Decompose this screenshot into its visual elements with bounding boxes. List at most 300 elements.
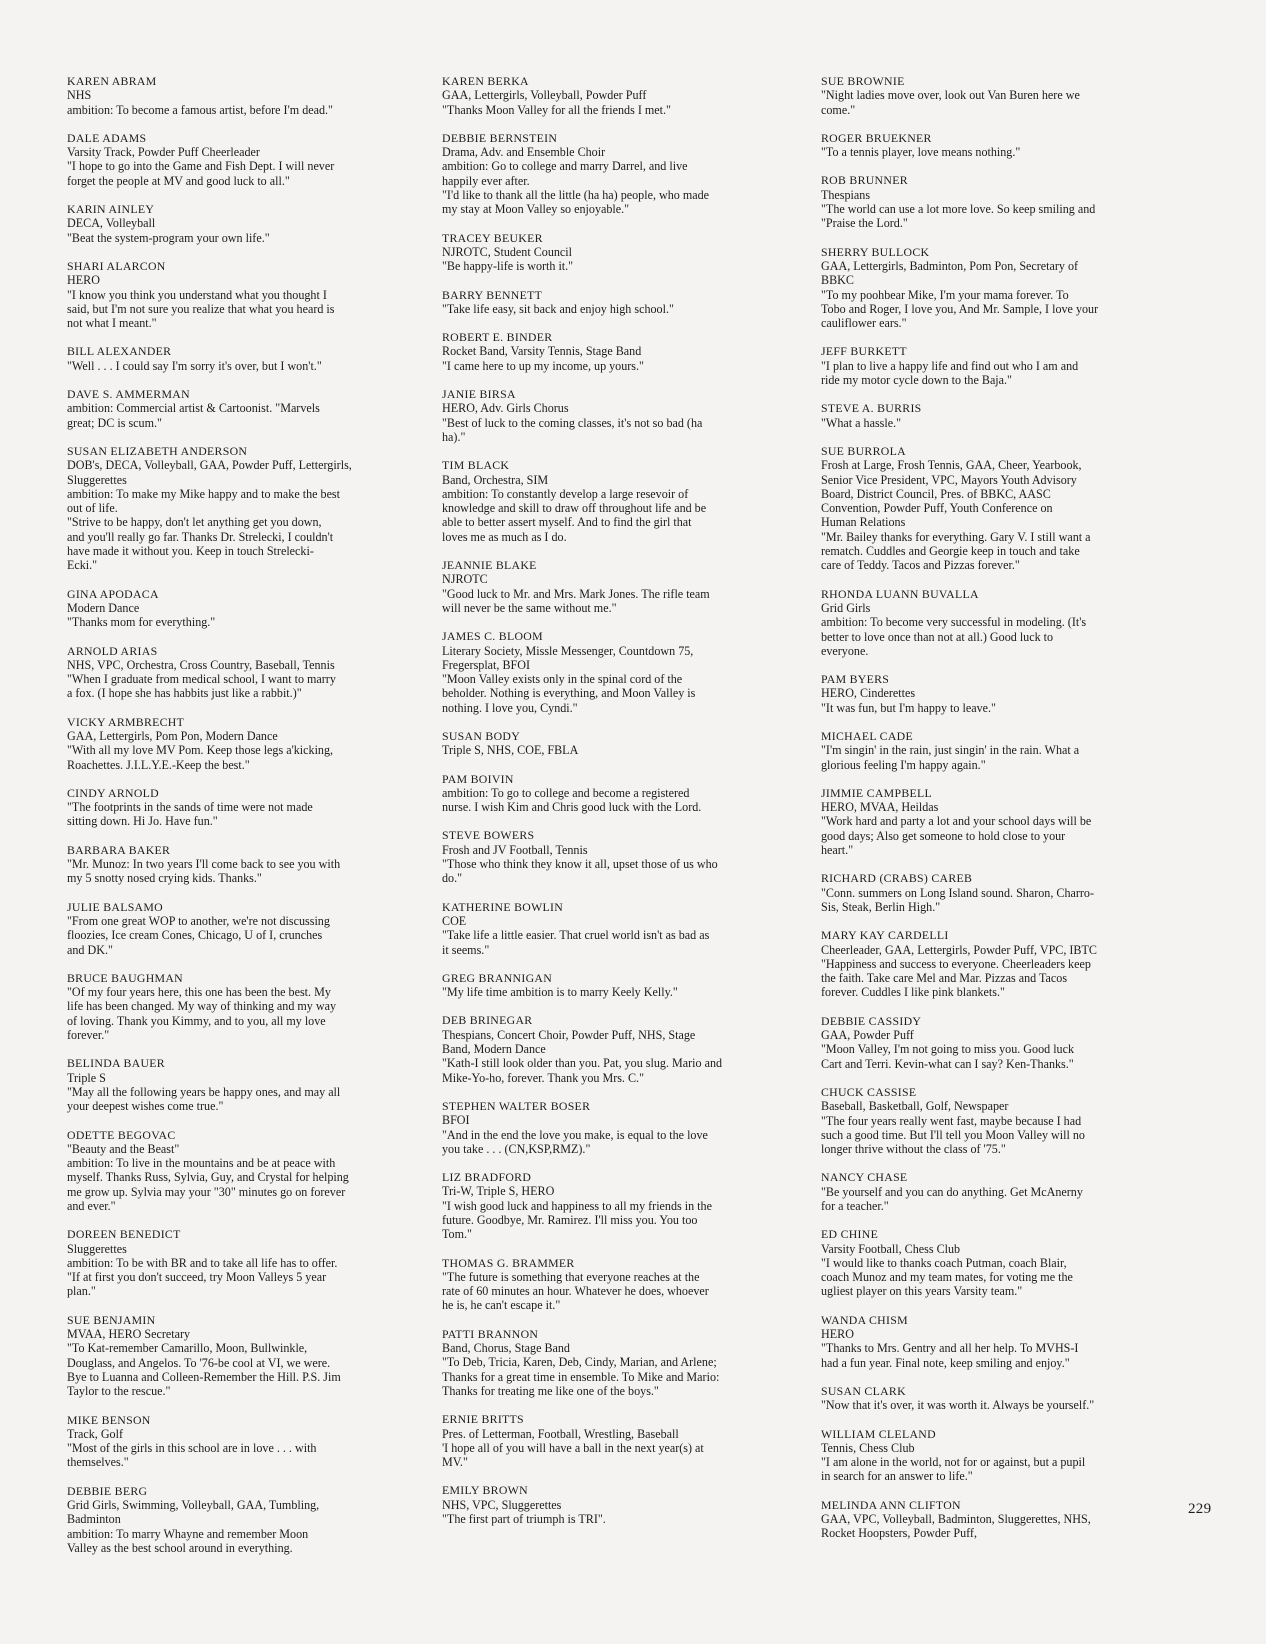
column-3 xyxy=(821,74,1149,1555)
entry-text-line: Triple S, NHS, COE, FBLA xyxy=(442,743,579,758)
entry-text-line: "Those who think they know it all, upset those of us who xyxy=(442,857,718,872)
entry-text-line: ugliest player on this years Varsity team." xyxy=(821,1284,1023,1299)
entry-text-line: DOB's, DECA, Volleyball, GAA, Powder Puff, Lettergirls, xyxy=(67,458,352,473)
senior-entry xyxy=(442,231,770,274)
entry-text-line: NHS, VPC, Sluggerettes xyxy=(442,1497,562,1512)
entry-text-line: "It was fun, but I'm happy to leave." xyxy=(821,700,996,715)
entry-text-line: NJROTC xyxy=(442,572,488,587)
senior-name: LIZ BRADFORD xyxy=(442,1170,532,1185)
entry-text-line: "Beat the system-program your own life." xyxy=(67,230,270,245)
senior-name: SUE BENJAMIN xyxy=(67,1312,156,1327)
senior-entry xyxy=(442,629,770,715)
senior-entry xyxy=(821,871,1149,914)
entry-text-line: HERO, Adv. Girls Chorus xyxy=(442,401,569,416)
entry-text-line: my stay at Moon Valley so enjoyable." xyxy=(442,202,630,217)
senior-entry xyxy=(821,245,1149,331)
entry-text-line: "The footprints in the sands of time were not made xyxy=(67,800,313,815)
entry-text-line: and DK." xyxy=(67,942,113,957)
entry-text-line: ride my motor cycle down to the Baja." xyxy=(821,373,1012,388)
senior-name: ODETTE BEGOVAC xyxy=(67,1127,176,1142)
entry-text-line: and ever." xyxy=(67,1199,116,1213)
entry-text-line: Taylor to the rescue." xyxy=(67,1384,171,1399)
entry-text-line: Ecki." xyxy=(67,558,98,573)
senior-entry xyxy=(442,1099,770,1156)
entry-text-line: sitting down. Hi Jo. Have fun." xyxy=(67,814,218,829)
entry-text-line: ambition: Go to college and marry Darrel, and live xyxy=(442,159,688,174)
entry-text-line: Grid Girls, Swimming, Volleyball, GAA, Tumbling, xyxy=(67,1498,320,1513)
entry-text-line: "Take life easy, sit back and enjoy high school." xyxy=(442,301,674,316)
entry-text-line: Thanks for a great time in ensemble. To Mike and Mario: xyxy=(442,1369,720,1384)
senior-entry xyxy=(821,928,1149,999)
senior-name: KARIN AINLEY xyxy=(67,202,155,217)
senior-name: SUSAN BODY xyxy=(442,728,521,743)
senior-entry xyxy=(67,587,395,630)
entry-text-line: "I came here to up my income, up yours." xyxy=(442,358,644,373)
senior-name: DEBBIE BERNSTEIN xyxy=(442,130,558,145)
entry-text-line: Sluggerettes xyxy=(67,472,127,487)
entry-text-line: "To my poohbear Mike, I'm your mama forever. To xyxy=(821,287,1069,302)
entry-text-line: "The world can use a lot more love. So keep smiling and xyxy=(821,202,1096,217)
senior-name: KAREN ABRAM xyxy=(67,74,157,88)
entry-text-line: NHS xyxy=(67,88,92,103)
entry-text-line: me grow up. Sylvia may your "30" minutes go on forever xyxy=(67,1184,346,1199)
senior-entry xyxy=(442,1483,770,1526)
senior-entry xyxy=(67,1056,395,1113)
entry-text-line: "And in the end the love you make, is equal to the love xyxy=(442,1127,708,1142)
entry-text-line: "Praise the Lord." xyxy=(821,216,908,231)
entry-text-line: "What a hassle." xyxy=(821,415,902,430)
entry-text-line: nurse. I wish Kim and Chris good luck with the Lord. xyxy=(442,800,702,815)
senior-name: DEBBIE BERG xyxy=(67,1483,148,1498)
entry-text-line: Rocket Hoopsters, Powder Puff, xyxy=(821,1526,977,1541)
senior-name: GINA APODACA xyxy=(67,586,159,601)
entry-text-line: MV." xyxy=(442,1455,468,1470)
senior-entry xyxy=(821,786,1149,857)
entry-text-line: beholder. Nothing is everything, and Moon Valley is xyxy=(442,686,696,701)
entry-text-line: MVAA, HERO Secretary xyxy=(67,1327,191,1342)
senior-entry xyxy=(821,1014,1149,1071)
page-number: 229 xyxy=(1188,1501,1212,1517)
entry-text-line: Bye to Luanna and Colleen-Remember the Hill. P.S. Jim xyxy=(67,1369,341,1384)
entry-text-line: do." xyxy=(442,871,463,886)
senior-name: SHARI ALARCON xyxy=(67,258,166,273)
entry-text-line: have made it without you. Keep in touch Strelecki- xyxy=(67,544,314,559)
senior-entry xyxy=(67,1128,395,1214)
entry-text-line: plan." xyxy=(67,1284,96,1299)
entry-text-line: Cart and Terri. Kevin-what can I say? Ken-Thanks." xyxy=(821,1056,1074,1071)
entry-text-line: floozies, Ice cream Cones, Chicago, U of I, crunches xyxy=(67,928,323,943)
senior-entry xyxy=(442,1327,770,1398)
entry-text-line: GAA, Lettergirls, Badminton, Pom Pon, Secretary of xyxy=(821,258,1079,273)
senior-name: DEBBIE CASSIDY xyxy=(821,1013,922,1028)
entry-text-line: Varsity Football, Chess Club xyxy=(821,1241,961,1256)
senior-entry xyxy=(67,1484,395,1555)
entry-text-line: BFOI xyxy=(442,1113,470,1128)
entry-text-line: Frosh at Large, Frosh Tennis, GAA, Cheer, Yearbook, xyxy=(821,458,1082,473)
entry-text-line: forget the people at MV and good luck to all." xyxy=(67,173,290,188)
entry-text-line: "If at first you don't succeed, try Moon Valleys 5 year xyxy=(67,1270,327,1285)
entry-text-line: Douglass, and Angelos. To '76-be cool at VI, we were. xyxy=(67,1355,331,1370)
entry-text-line: Senior Vice President, VPC, Mayors Youth Advisory xyxy=(821,472,1077,487)
entry-text-line: "Conn. summers on Long Island sound. Sharon, Charro- xyxy=(821,885,1094,900)
senior-entry xyxy=(67,843,395,886)
entry-text-line: "I would like to thanks coach Putman, coach Blair, xyxy=(821,1255,1067,1270)
senior-name: WILLIAM CLELAND xyxy=(821,1426,936,1441)
entry-text-line: Varsity Track, Powder Puff Cheerleader xyxy=(67,145,260,160)
entry-text-line: Baseball, Basketball, Golf, Newspaper xyxy=(821,1099,1009,1114)
entry-text-line: he is, he can't escape it." xyxy=(442,1298,561,1313)
entry-text-line: ambition: To become very successful in modeling. (It's xyxy=(821,615,1087,630)
entry-text-line: Thanks for treating me like one of the boys." xyxy=(442,1383,659,1398)
column-1 xyxy=(67,74,395,1569)
senior-entry xyxy=(442,900,770,957)
entry-text-line: Band, Chorus, Stage Band xyxy=(442,1341,570,1356)
entry-text-line: great; DC is scum." xyxy=(67,415,162,430)
entry-text-line: COE xyxy=(442,913,467,928)
entry-text-line: "May all the following years be happy ones, and may all xyxy=(67,1084,341,1099)
entry-text-line: Human Relations xyxy=(821,515,906,530)
senior-entry xyxy=(67,387,395,430)
entry-text-line: rate of 60 minutes an hour. Whatever he does, whoever xyxy=(442,1284,709,1299)
senior-name: JULIE BALSAMO xyxy=(67,899,163,914)
senior-name: KATHERINE BOWLIN xyxy=(442,899,564,914)
senior-name: ROB BRUNNER xyxy=(821,173,908,188)
senior-name: PAM BYERS xyxy=(821,672,890,687)
senior-entry xyxy=(821,401,1149,430)
entry-text-line: the faith. Take care Mel and Mar. Pizzas and Tacos xyxy=(821,971,1068,986)
senior-entry xyxy=(821,1170,1149,1213)
entry-text-line: NJROTC, Student Council xyxy=(442,244,573,259)
senior-entry xyxy=(67,644,395,701)
entry-text-line: said, but I'm not sure you realize that what you heard is xyxy=(67,301,335,316)
senior-entry xyxy=(442,729,770,758)
entry-text-line: you take . . . (CN,KSP,RMZ)." xyxy=(442,1141,591,1156)
senior-name: EMILY BROWN xyxy=(442,1483,528,1498)
entry-text-line: "Thanks mom for everything." xyxy=(67,615,216,630)
entry-text-line: in search for an answer to life." xyxy=(821,1469,973,1484)
senior-entry xyxy=(821,131,1149,160)
senior-name: MIKE BENSON xyxy=(67,1412,151,1427)
entry-text-line: Literary Society, Missle Messenger, Countdown 75, xyxy=(442,643,694,658)
entry-text-line: "The future is something that everyone reaches at the xyxy=(442,1269,700,1284)
entry-text-line: Frosh and JV Football, Tennis xyxy=(442,842,588,857)
entry-text-line: it seems." xyxy=(442,942,490,957)
senior-entry xyxy=(67,444,395,573)
entry-text-line: ambition: To make my Mike happy and to make the best xyxy=(67,486,341,501)
senior-name: TIM BLACK xyxy=(442,458,510,473)
entry-text-line: GAA, Lettergirls, Volleyball, Powder Puff xyxy=(442,88,647,103)
entry-text-line: cauliflower ears." xyxy=(821,316,907,331)
entry-text-line: Convention, Powder Puff, Youth Conference on xyxy=(821,501,1053,516)
entry-text-line: able to better assert myself. And to find the girl that xyxy=(442,515,692,530)
entry-text-line: good days; Also get someone to hold close to your xyxy=(821,828,1066,843)
entry-text-line: "Night ladies move over, look out Van Buren here we xyxy=(821,88,1080,103)
entry-text-line: "To a tennis player, love means nothing." xyxy=(821,145,1021,160)
entry-text-line: future. Goodbye, Mr. Ramirez. I'll miss you. You too xyxy=(442,1213,698,1227)
entry-text-line: ambition: To go to college and become a registered xyxy=(442,785,690,800)
entry-text-line: HERO, Cinderettes xyxy=(821,686,916,701)
senior-entry xyxy=(67,900,395,957)
senior-entry xyxy=(67,131,395,188)
entry-text-line: "I'm singin' in the rain, just singin' in the rain. What a xyxy=(821,743,1080,758)
entry-text-line: "My life time ambition is to marry Keely Kelly." xyxy=(442,985,678,1000)
senior-name: BARBARA BAKER xyxy=(67,842,171,857)
senior-name: STEVE BOWERS xyxy=(442,828,535,843)
entry-text-line: "Moon Valley, I'm not going to miss you. Good luck xyxy=(821,1042,1075,1057)
entry-text-line: Pres. of Letterman, Football, Wrestling, Baseball xyxy=(442,1426,679,1441)
senior-entry xyxy=(67,971,395,1042)
entry-text-line: longer thrive without the class of '75." xyxy=(821,1142,1006,1157)
senior-entry xyxy=(821,1427,1149,1484)
entry-text-line: "Mr. Munoz: In two years I'll come back to see you with xyxy=(67,857,341,872)
entry-text-line: coach Munoz and my team mates, for voting me the xyxy=(821,1270,1073,1285)
entry-text-line: your deepest wishes come true." xyxy=(67,1099,224,1114)
entry-text-line: BBKC xyxy=(821,273,854,288)
senior-name: ROGER BRUEKNER xyxy=(821,130,932,145)
senior-name: MARY KAY CARDELLI xyxy=(821,928,949,943)
entry-text-line: GAA, Powder Puff xyxy=(821,1028,914,1043)
entry-text-line: NHS, VPC, Orchestra, Cross Country, Baseball, Tennis xyxy=(67,657,335,672)
senior-name: CINDY ARNOLD xyxy=(67,785,159,800)
entry-text-line: 'I hope all of you will have a ball in the next year(s) at xyxy=(442,1440,704,1455)
senior-name: BRUCE BAUGHMAN xyxy=(67,970,183,985)
entry-text-line: "Strive to be happy, don't let anything get you down, xyxy=(67,515,322,530)
senior-name: JIMMIE CAMPBELL xyxy=(821,785,933,800)
entry-text-line: glorious feeling I'm happy again." xyxy=(821,757,986,772)
entry-text-line: and you'll really go far. Thanks Dr. Strelecki, I couldn't xyxy=(67,529,334,544)
entry-text-line: knowledge and skill to draw off throughout life and be xyxy=(442,501,707,516)
entry-text-line: GAA, VPC, Volleyball, Badminton, Sluggerettes, NHS, xyxy=(821,1512,1091,1527)
senior-entry xyxy=(821,672,1149,715)
entry-text-line: "Well . . . I could say I'm sorry it's over, but I won't." xyxy=(67,358,322,373)
senior-entry xyxy=(821,1498,1149,1541)
senior-entry xyxy=(442,558,770,615)
senior-name: BARRY BENNETT xyxy=(442,287,543,302)
entry-text-line: Roachettes. J.I.L.Y.E.-Keep the best." xyxy=(67,757,250,772)
entry-text-line: "Most of the girls in this school are in love . . . with xyxy=(67,1441,317,1456)
entry-text-line: GAA, Lettergirls, Pom Pon, Modern Dance xyxy=(67,728,278,743)
entry-text-line: nothing. I love you, Cyndi." xyxy=(442,700,578,715)
entry-text-line: not what I meant." xyxy=(67,316,157,331)
senior-entry xyxy=(442,387,770,444)
entry-text-line: Thespians, Concert Choir, Powder Puff, NHS, Stage xyxy=(442,1027,696,1042)
senior-entry xyxy=(442,458,770,544)
senior-name: SUSAN CLARK xyxy=(821,1383,906,1398)
senior-name: DAVE S. AMMERMAN xyxy=(67,387,190,402)
entry-text-line: for a teacher." xyxy=(821,1199,889,1213)
senior-name: KAREN BERKA xyxy=(442,74,529,88)
entry-text-line: "When I graduate from medical school, I want to marry xyxy=(67,672,336,687)
entry-text-line: rematch. Cuddles and Georgie keep in touch and take xyxy=(821,544,1080,559)
senior-entry xyxy=(67,344,395,373)
senior-name: BELINDA BAUER xyxy=(67,1056,165,1071)
entry-text-line: "Mr. Bailey thanks for everything. Gary V. I still want a xyxy=(821,529,1091,544)
entry-text-line: Modern Dance xyxy=(67,600,140,615)
senior-name: DEB BRINEGAR xyxy=(442,1013,533,1028)
senior-name: DALE ADAMS xyxy=(67,130,147,145)
senior-entry xyxy=(442,1170,770,1241)
entry-text-line: "Beauty and the Beast" xyxy=(67,1141,180,1156)
entry-text-line: "Of my four years here, this one has been the best. My xyxy=(67,985,331,1000)
entry-text-line: Tom." xyxy=(442,1227,472,1242)
entry-text-line: "I wish good luck and happiness to all my friends in the xyxy=(442,1198,712,1213)
entry-text-line: ambition: To live in the mountains and be at peace with xyxy=(67,1156,336,1171)
senior-name: BILL ALEXANDER xyxy=(67,344,172,359)
senior-name: NANCY CHASE xyxy=(821,1170,908,1185)
senior-entry xyxy=(821,1313,1149,1370)
entry-text-line: ambition: Commercial artist & Cartoonist. "Marvels xyxy=(67,401,320,416)
senior-name: PATTI BRANNON xyxy=(442,1326,539,1341)
entry-text-line: "I'd like to thank all the little (ha ha) people, who made xyxy=(442,188,710,203)
entry-text-line: "I am alone in the world, not for or against, but a pupil xyxy=(821,1455,1086,1470)
senior-entry xyxy=(821,729,1149,772)
entry-text-line: "With all my love MV Pom. Keep those legs a'kicking, xyxy=(67,743,334,758)
entry-text-line: "I know you think you understand what you thought I xyxy=(67,287,327,302)
senior-name: JEANNIE BLAKE xyxy=(442,558,537,573)
senior-name: ED CHINE xyxy=(821,1227,879,1242)
senior-name: STEVE A. BURRIS xyxy=(821,401,922,416)
entry-text-line: HERO, MVAA, Heildas xyxy=(821,800,939,815)
entry-text-line: Rocket Band, Varsity Tennis, Stage Band xyxy=(442,344,642,359)
entry-text-line: of loving. Thank you Kimmy, and to you, all my love xyxy=(67,1013,326,1028)
entry-text-line: "Happiness and success to everyone. Cheerleaders keep xyxy=(821,956,1091,971)
senior-name: JAMES C. BLOOM xyxy=(442,629,543,644)
senior-entry xyxy=(67,786,395,829)
entry-text-line: Tennis, Chess Club xyxy=(821,1440,915,1455)
senior-entry xyxy=(442,131,770,217)
entry-text-line: "Now that it's over, it was worth it. Always be yourself." xyxy=(821,1398,1095,1413)
senior-entry xyxy=(821,344,1149,387)
entry-text-line: forever." xyxy=(67,1028,110,1043)
senior-name: SUE BROWNIE xyxy=(821,74,905,88)
senior-entry xyxy=(442,828,770,885)
senior-entry xyxy=(67,1227,395,1298)
senior-name: SUSAN ELIZABETH ANDERSON xyxy=(67,443,248,458)
entry-text-line: "The four years really went fast, maybe because I had xyxy=(821,1113,1082,1128)
senior-entry xyxy=(442,288,770,317)
entry-text-line: Thespians xyxy=(821,187,871,202)
senior-name: MICHAEL CADE xyxy=(821,728,913,743)
senior-name: PAM BOIVIN xyxy=(442,771,514,786)
entry-text-line: themselves." xyxy=(67,1455,129,1470)
senior-name: VICKY ARMBRECHT xyxy=(67,714,185,729)
entry-text-line: had a fun year. Final note, keep smiling and enjoy." xyxy=(821,1355,1070,1370)
entry-text-line: Sis, Steak, Berlin High." xyxy=(821,899,941,914)
senior-entry xyxy=(442,330,770,373)
entry-text-line: "Moon Valley exists only in the spinal cord of the xyxy=(442,672,683,687)
senior-name: TRACEY BEUKER xyxy=(442,230,543,245)
entry-text-line: DECA, Volleyball xyxy=(67,216,156,231)
entry-text-line: Tri-W, Triple S, HERO xyxy=(442,1184,555,1199)
entry-text-line: "Work hard and party a lot and your school days will be xyxy=(821,814,1092,829)
entry-text-line: forever. Cuddles I like pink blankets." xyxy=(821,985,1005,1000)
entry-text-line: a fox. (I hope she has habbits just like a rabbit.)" xyxy=(67,686,302,701)
entry-text-line: "Good luck to Mr. and Mrs. Mark Jones. The rifle team xyxy=(442,586,710,601)
senior-entry xyxy=(442,772,770,815)
entry-text-line: will never be the same without me." xyxy=(442,600,617,615)
entry-text-line: "Thanks Moon Valley for all the friends I met." xyxy=(442,102,671,117)
senior-entry xyxy=(442,1256,770,1313)
entry-text-line: "Kath-I still look older than you. Pat, you slug. Mario and xyxy=(442,1056,723,1071)
senior-entry xyxy=(821,1384,1149,1413)
column-2 xyxy=(442,74,770,1540)
senior-entry xyxy=(821,587,1149,658)
senior-name: SHERRY BULLOCK xyxy=(821,244,930,259)
senior-name: GREG BRANNIGAN xyxy=(442,970,553,985)
entry-text-line: out of life. xyxy=(67,501,118,516)
entry-text-line: "The first part of triumph is TRI". xyxy=(442,1512,606,1527)
senior-entry xyxy=(821,74,1149,117)
entry-text-line: Sluggerettes xyxy=(67,1241,127,1256)
senior-name: JEFF BURKETT xyxy=(821,344,907,359)
senior-name: MELINDA ANN CLIFTON xyxy=(821,1497,961,1512)
entry-text-line: Mike-Yo-ho, forever. Thank you Mrs. C." xyxy=(442,1070,645,1085)
entry-text-line: loves me as much as I do. xyxy=(442,529,567,544)
entry-text-line: Drama, Adv. and Ensemble Choir xyxy=(442,145,606,160)
senior-entry xyxy=(67,1313,395,1399)
entry-text-line: come." xyxy=(821,102,856,117)
entry-text-line: "I hope to go into the Game and Fish Dept. I will never xyxy=(67,159,335,174)
senior-entry xyxy=(821,444,1149,573)
entry-text-line: everyone. xyxy=(821,643,869,658)
senior-entry xyxy=(67,74,395,117)
senior-entry xyxy=(67,1413,395,1470)
senior-name: WANDA CHISM xyxy=(821,1312,908,1327)
entry-text-line: "I plan to live a happy life and find out who I am and xyxy=(821,358,1079,373)
entry-text-line: ambition: To marry Whayne and remember Moon xyxy=(67,1526,309,1541)
entry-text-line: Band, Orchestra, SIM xyxy=(442,472,549,487)
senior-entry xyxy=(821,173,1149,230)
entry-text-line: Grid Girls xyxy=(821,600,871,615)
entry-text-line: happily ever after. xyxy=(442,173,530,188)
entry-text-line: "Be yourself and you can do anything. Get McAnerny xyxy=(821,1184,1083,1199)
entry-text-line: Valley as the best school around in everything. xyxy=(67,1540,293,1555)
senior-name: SUE BURROLA xyxy=(821,443,906,458)
entry-text-line: ambition: To constantly develop a large resevoir of xyxy=(442,486,689,501)
entry-text-line: Track, Golf xyxy=(67,1426,123,1441)
senior-entry xyxy=(442,1013,770,1084)
senior-entry xyxy=(442,1412,770,1469)
entry-text-line: better to love once than not at all.) Good luck to xyxy=(821,629,1054,644)
entry-text-line: care of Teddy. Tacos and Pizzas forever." xyxy=(821,558,1020,573)
entry-text-line: "From one great WOP to another, we're not discussing xyxy=(67,913,330,928)
entry-text-line: ha)." xyxy=(442,429,466,444)
senior-name: RHONDA LUANN BUVALLA xyxy=(821,586,979,601)
senior-name: STEPHEN WALTER BOSER xyxy=(442,1098,591,1113)
entry-text-line: "Be happy-life is worth it." xyxy=(442,259,574,274)
senior-name: RICHARD (CRABS) CAREB xyxy=(821,871,973,886)
senior-name: CHUCK CASSISE xyxy=(821,1084,917,1099)
entry-text-line: ambition: To become a famous artist, before I'm dead." xyxy=(67,102,333,117)
entry-text-line: heart." xyxy=(821,843,854,858)
senior-entry xyxy=(442,74,770,117)
entry-text-line: such a good time. But I'll tell you Moon Valley will no xyxy=(821,1127,1085,1142)
senior-entry xyxy=(442,971,770,1000)
senior-name: ARNOLD ARIAS xyxy=(67,643,158,658)
senior-entry xyxy=(67,259,395,330)
entry-text-line: myself. Thanks Russ, Sylvia, Guy, and Crystal for helping xyxy=(67,1170,349,1185)
entry-text-line: "Thanks to Mrs. Gentry and all her help. To MVHS-I xyxy=(821,1341,1079,1356)
entry-text-line: Triple S xyxy=(67,1070,106,1085)
entry-text-line: Board, District Council, Pres. of BBKC, AASC xyxy=(821,486,1051,501)
entry-text-line: "To Kat-remember Camarillo, Moon, Bullwinkle, xyxy=(67,1341,308,1356)
entry-text-line: life has been changed. My way of thinking and my way xyxy=(67,999,337,1014)
entry-text-line: Badminton xyxy=(67,1512,121,1527)
entry-text-line: "Take life a little easier. That cruel world isn't as bad as xyxy=(442,928,710,943)
senior-name: ROBERT E. BINDER xyxy=(442,330,553,345)
senior-entry xyxy=(821,1227,1149,1298)
senior-entry xyxy=(67,202,395,245)
